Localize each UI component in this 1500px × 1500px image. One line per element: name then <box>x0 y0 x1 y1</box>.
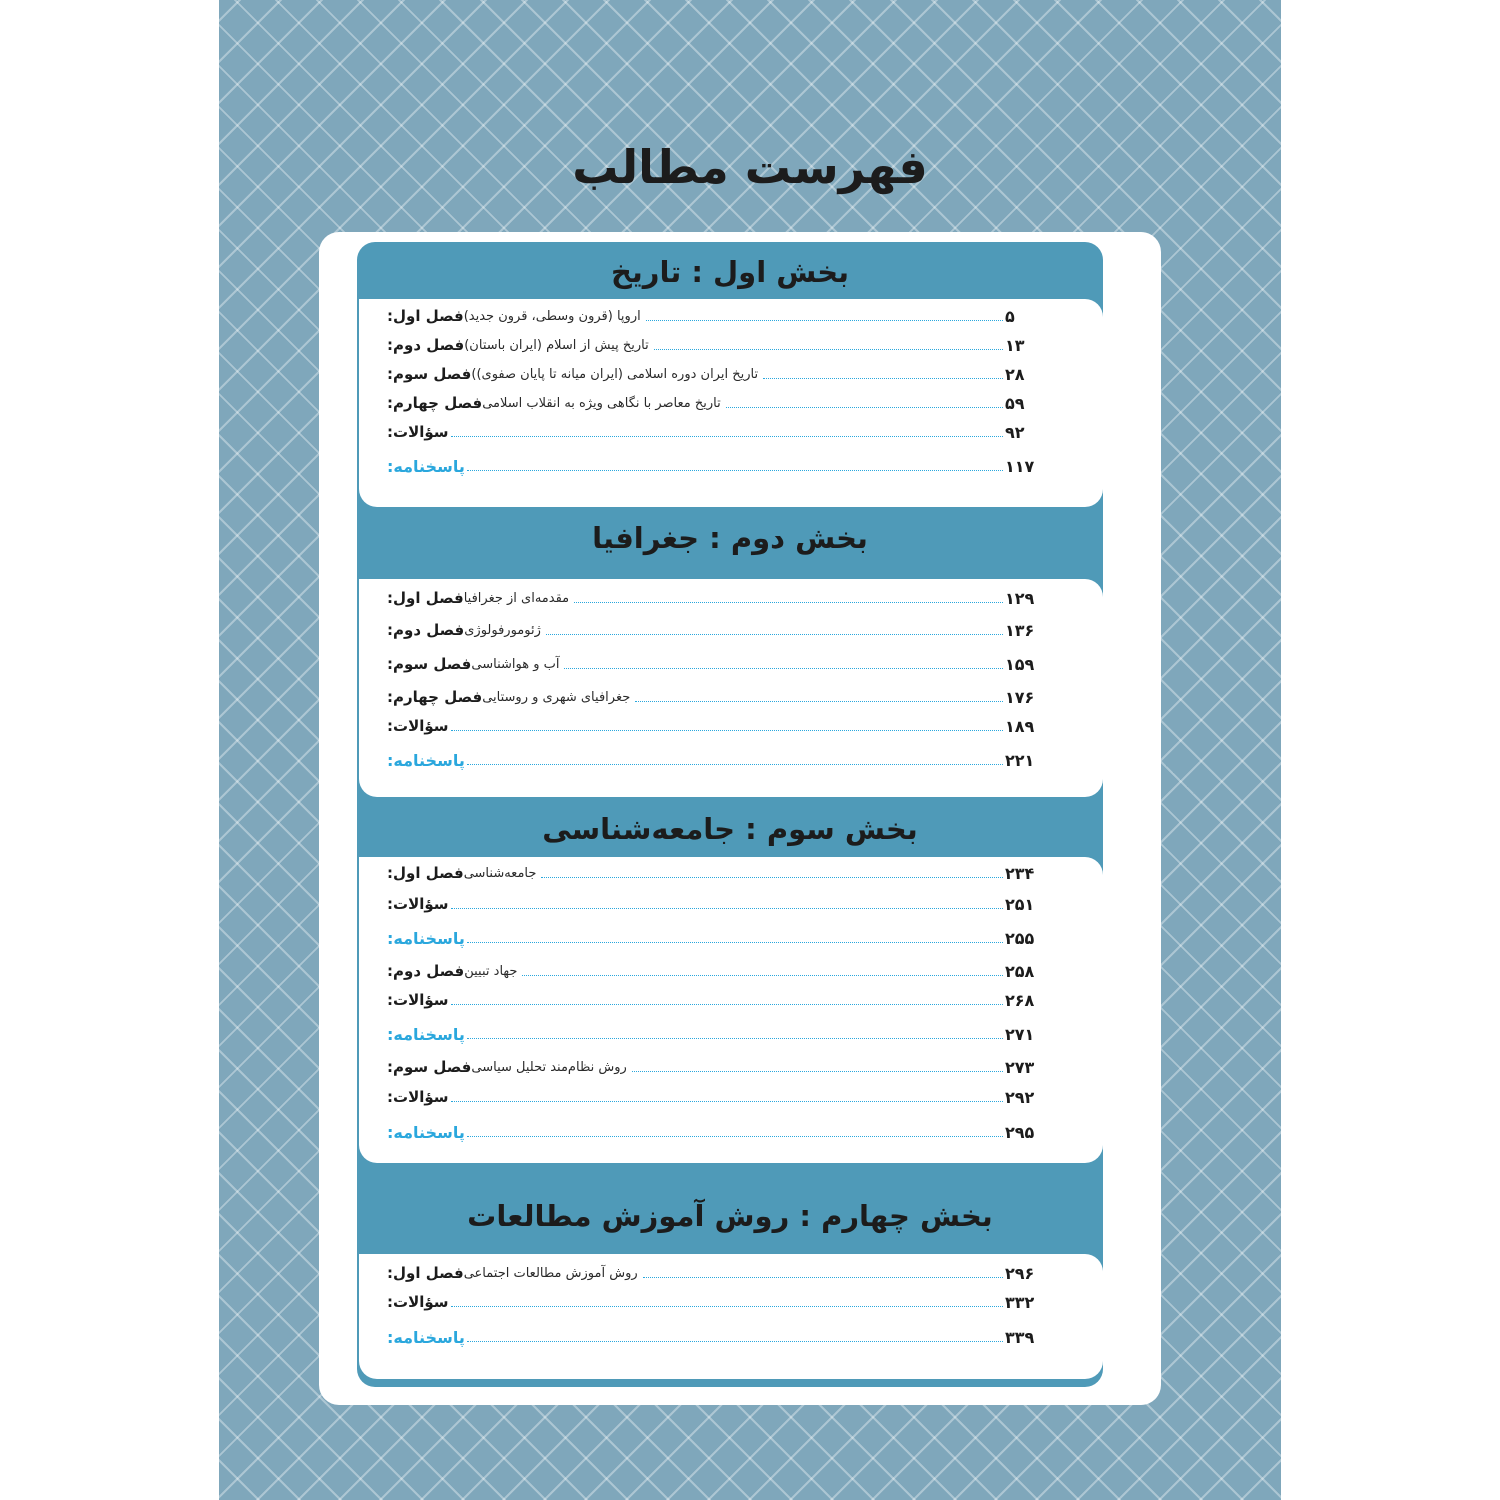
entry-title: روش نظام‌مند تحلیل سیاسی <box>471 1059 627 1075</box>
toc-entry[interactable] <box>359 987 1103 1013</box>
toc-entry[interactable] <box>359 332 1103 358</box>
entry-label: سؤالات: <box>387 1088 449 1106</box>
page-background <box>219 0 1281 1500</box>
page-number: ۲۲۱ <box>1005 750 1035 770</box>
entry-title: آب و هواشناسی <box>471 656 560 672</box>
dot-leader <box>654 349 1003 350</box>
entry-title: جغرافیای شهری و روستایی <box>482 689 631 705</box>
answer-key-label: پاسخنامه: <box>387 928 465 948</box>
toc-entry[interactable] <box>359 1021 1103 1047</box>
toc-entry[interactable] <box>359 1119 1103 1145</box>
dot-leader <box>564 668 1003 669</box>
section-panel <box>359 299 1103 507</box>
page-number: ۱۳۶ <box>1005 620 1035 640</box>
entry-label: سؤالات: <box>387 717 449 735</box>
dot-leader <box>646 320 1003 321</box>
toc-entry[interactable] <box>359 453 1103 479</box>
entry-title: جامعه‌شناسی <box>463 865 537 881</box>
dot-leader <box>467 1038 1003 1039</box>
page-number: ۵ <box>1005 306 1015 326</box>
toc-entry[interactable] <box>359 390 1103 416</box>
dot-leader <box>451 908 1003 909</box>
toc-entry[interactable] <box>359 1054 1103 1080</box>
entry-title: ژئومورفولوژی <box>464 622 541 638</box>
toc-entry[interactable] <box>359 684 1103 710</box>
page-number: ۱۱۷ <box>1005 456 1035 476</box>
toc-entry[interactable] <box>359 958 1103 984</box>
toc-entry[interactable] <box>359 1260 1103 1286</box>
page-number: ۱۲۹ <box>1005 588 1035 608</box>
answer-key-label: پاسخنامه: <box>387 750 465 770</box>
page-number: ۱۳ <box>1005 335 1025 355</box>
page-number: ۲۵۸ <box>1005 961 1035 981</box>
page-number: ۲۷۳ <box>1005 1057 1035 1077</box>
entry-label: فصل دوم: <box>387 336 465 354</box>
section-heading: بخش اول : تاریخ <box>610 255 850 289</box>
entry-label: سؤالات: <box>387 991 449 1009</box>
page-number: ۳۳۹ <box>1005 1327 1035 1347</box>
answer-key-label: پاسخنامه: <box>387 456 465 476</box>
dot-leader <box>541 877 1003 878</box>
dot-leader <box>467 764 1003 765</box>
toc-entry[interactable] <box>359 303 1103 329</box>
entry-label: فصل اول: <box>387 1264 464 1282</box>
section-panel <box>359 579 1103 797</box>
toc-entry[interactable] <box>359 1084 1103 1110</box>
dot-leader <box>467 1341 1003 1342</box>
toc-entry[interactable] <box>359 617 1103 643</box>
entry-title: اروپا (قرون وسطی، قرون جدید) <box>463 308 641 324</box>
page-number: ۳۳۲ <box>1005 1292 1035 1312</box>
dot-leader <box>467 1136 1003 1137</box>
entry-label: فصل اول: <box>387 589 464 607</box>
entry-label: سؤالات: <box>387 1293 449 1311</box>
entry-label: فصل دوم: <box>387 621 465 639</box>
dot-leader <box>632 1071 1003 1072</box>
toc-entry[interactable] <box>359 585 1103 611</box>
entry-title: تاریخ پیش از اسلام (ایران باستان) <box>464 337 649 353</box>
entry-label: فصل سوم: <box>387 1058 472 1076</box>
entry-title: جهاد تبیین <box>464 963 518 979</box>
page-number: ۲۵۱ <box>1005 894 1035 914</box>
dot-leader <box>451 1306 1003 1307</box>
toc-entry[interactable] <box>359 925 1103 951</box>
dot-leader <box>635 701 1003 702</box>
page-number: ۲۳۴ <box>1005 863 1035 883</box>
entry-label: فصل دوم: <box>387 962 465 980</box>
dot-leader <box>451 730 1003 731</box>
dot-leader <box>643 1277 1003 1278</box>
page-number: ۵۹ <box>1005 393 1025 413</box>
answer-key-label: پاسخنامه: <box>387 1024 465 1044</box>
toc-entry[interactable] <box>359 651 1103 677</box>
section-heading: بخش چهارم : روش آموزش مطالعات <box>467 1199 993 1233</box>
page-title: فهرست مطالب <box>572 140 928 194</box>
section-panel <box>359 1254 1103 1379</box>
page-number: ۲۸ <box>1005 364 1025 384</box>
page-number: ۲۷۱ <box>1005 1024 1035 1044</box>
page-number: ۲۵۵ <box>1005 928 1035 948</box>
entry-title: تاریخ معاصر با نگاهی ویژه به انقلاب اسلامی <box>482 395 721 411</box>
dot-leader <box>726 407 1003 408</box>
toc-entry[interactable] <box>359 860 1103 886</box>
dot-leader <box>546 634 1003 635</box>
dot-leader <box>467 942 1003 943</box>
toc-entry[interactable] <box>359 361 1103 387</box>
page-number: ۱۷۶ <box>1005 687 1035 707</box>
toc-entry[interactable] <box>359 891 1103 917</box>
dot-leader <box>467 470 1003 471</box>
answer-key-label: پاسخنامه: <box>387 1122 465 1142</box>
page-number: ۲۹۵ <box>1005 1122 1035 1142</box>
section-heading: بخش دوم : جغرافیا <box>592 521 868 555</box>
page-number: ۹۲ <box>1005 422 1025 442</box>
entry-label: فصل اول: <box>387 864 464 882</box>
dot-leader <box>451 436 1003 437</box>
entry-title: تاریخ ایران دوره اسلامی (ایران میانه تا پایان صفوی)) <box>471 366 759 382</box>
dot-leader <box>451 1004 1003 1005</box>
answer-key-label: پاسخنامه: <box>387 1327 465 1347</box>
page-number: ۲۶۸ <box>1005 990 1035 1010</box>
entry-label: فصل چهارم: <box>387 688 483 706</box>
entry-label: فصل سوم: <box>387 655 472 673</box>
entry-label: فصل سوم: <box>387 365 472 383</box>
entry-title: مقدمه‌ای از جغرافیا <box>463 590 570 606</box>
toc-entry[interactable] <box>359 1324 1103 1350</box>
entry-title: روش آموزش مطالعات اجتماعی <box>463 1265 638 1281</box>
toc-card <box>319 232 1161 1405</box>
page-number: ۱۵۹ <box>1005 654 1035 674</box>
section-heading: بخش سوم : جامعه‌شناسی <box>542 812 918 846</box>
toc-entry[interactable] <box>359 747 1103 773</box>
section-panel <box>359 857 1103 1163</box>
entry-label: فصل چهارم: <box>387 394 483 412</box>
page-number: ۲۹۲ <box>1005 1087 1035 1107</box>
dot-leader <box>522 975 1003 976</box>
dot-leader <box>763 378 1003 379</box>
page-number: ۲۹۶ <box>1005 1263 1035 1283</box>
page-number: ۱۸۹ <box>1005 716 1035 736</box>
entry-label: سؤالات: <box>387 423 449 441</box>
entry-label: فصل اول: <box>387 307 464 325</box>
dot-leader <box>574 602 1003 603</box>
toc-entry[interactable] <box>359 713 1103 739</box>
toc-frame <box>357 242 1103 1387</box>
toc-entry[interactable] <box>359 1289 1103 1315</box>
dot-leader <box>451 1101 1003 1102</box>
entry-label: سؤالات: <box>387 895 449 913</box>
toc-entry[interactable] <box>359 419 1103 445</box>
